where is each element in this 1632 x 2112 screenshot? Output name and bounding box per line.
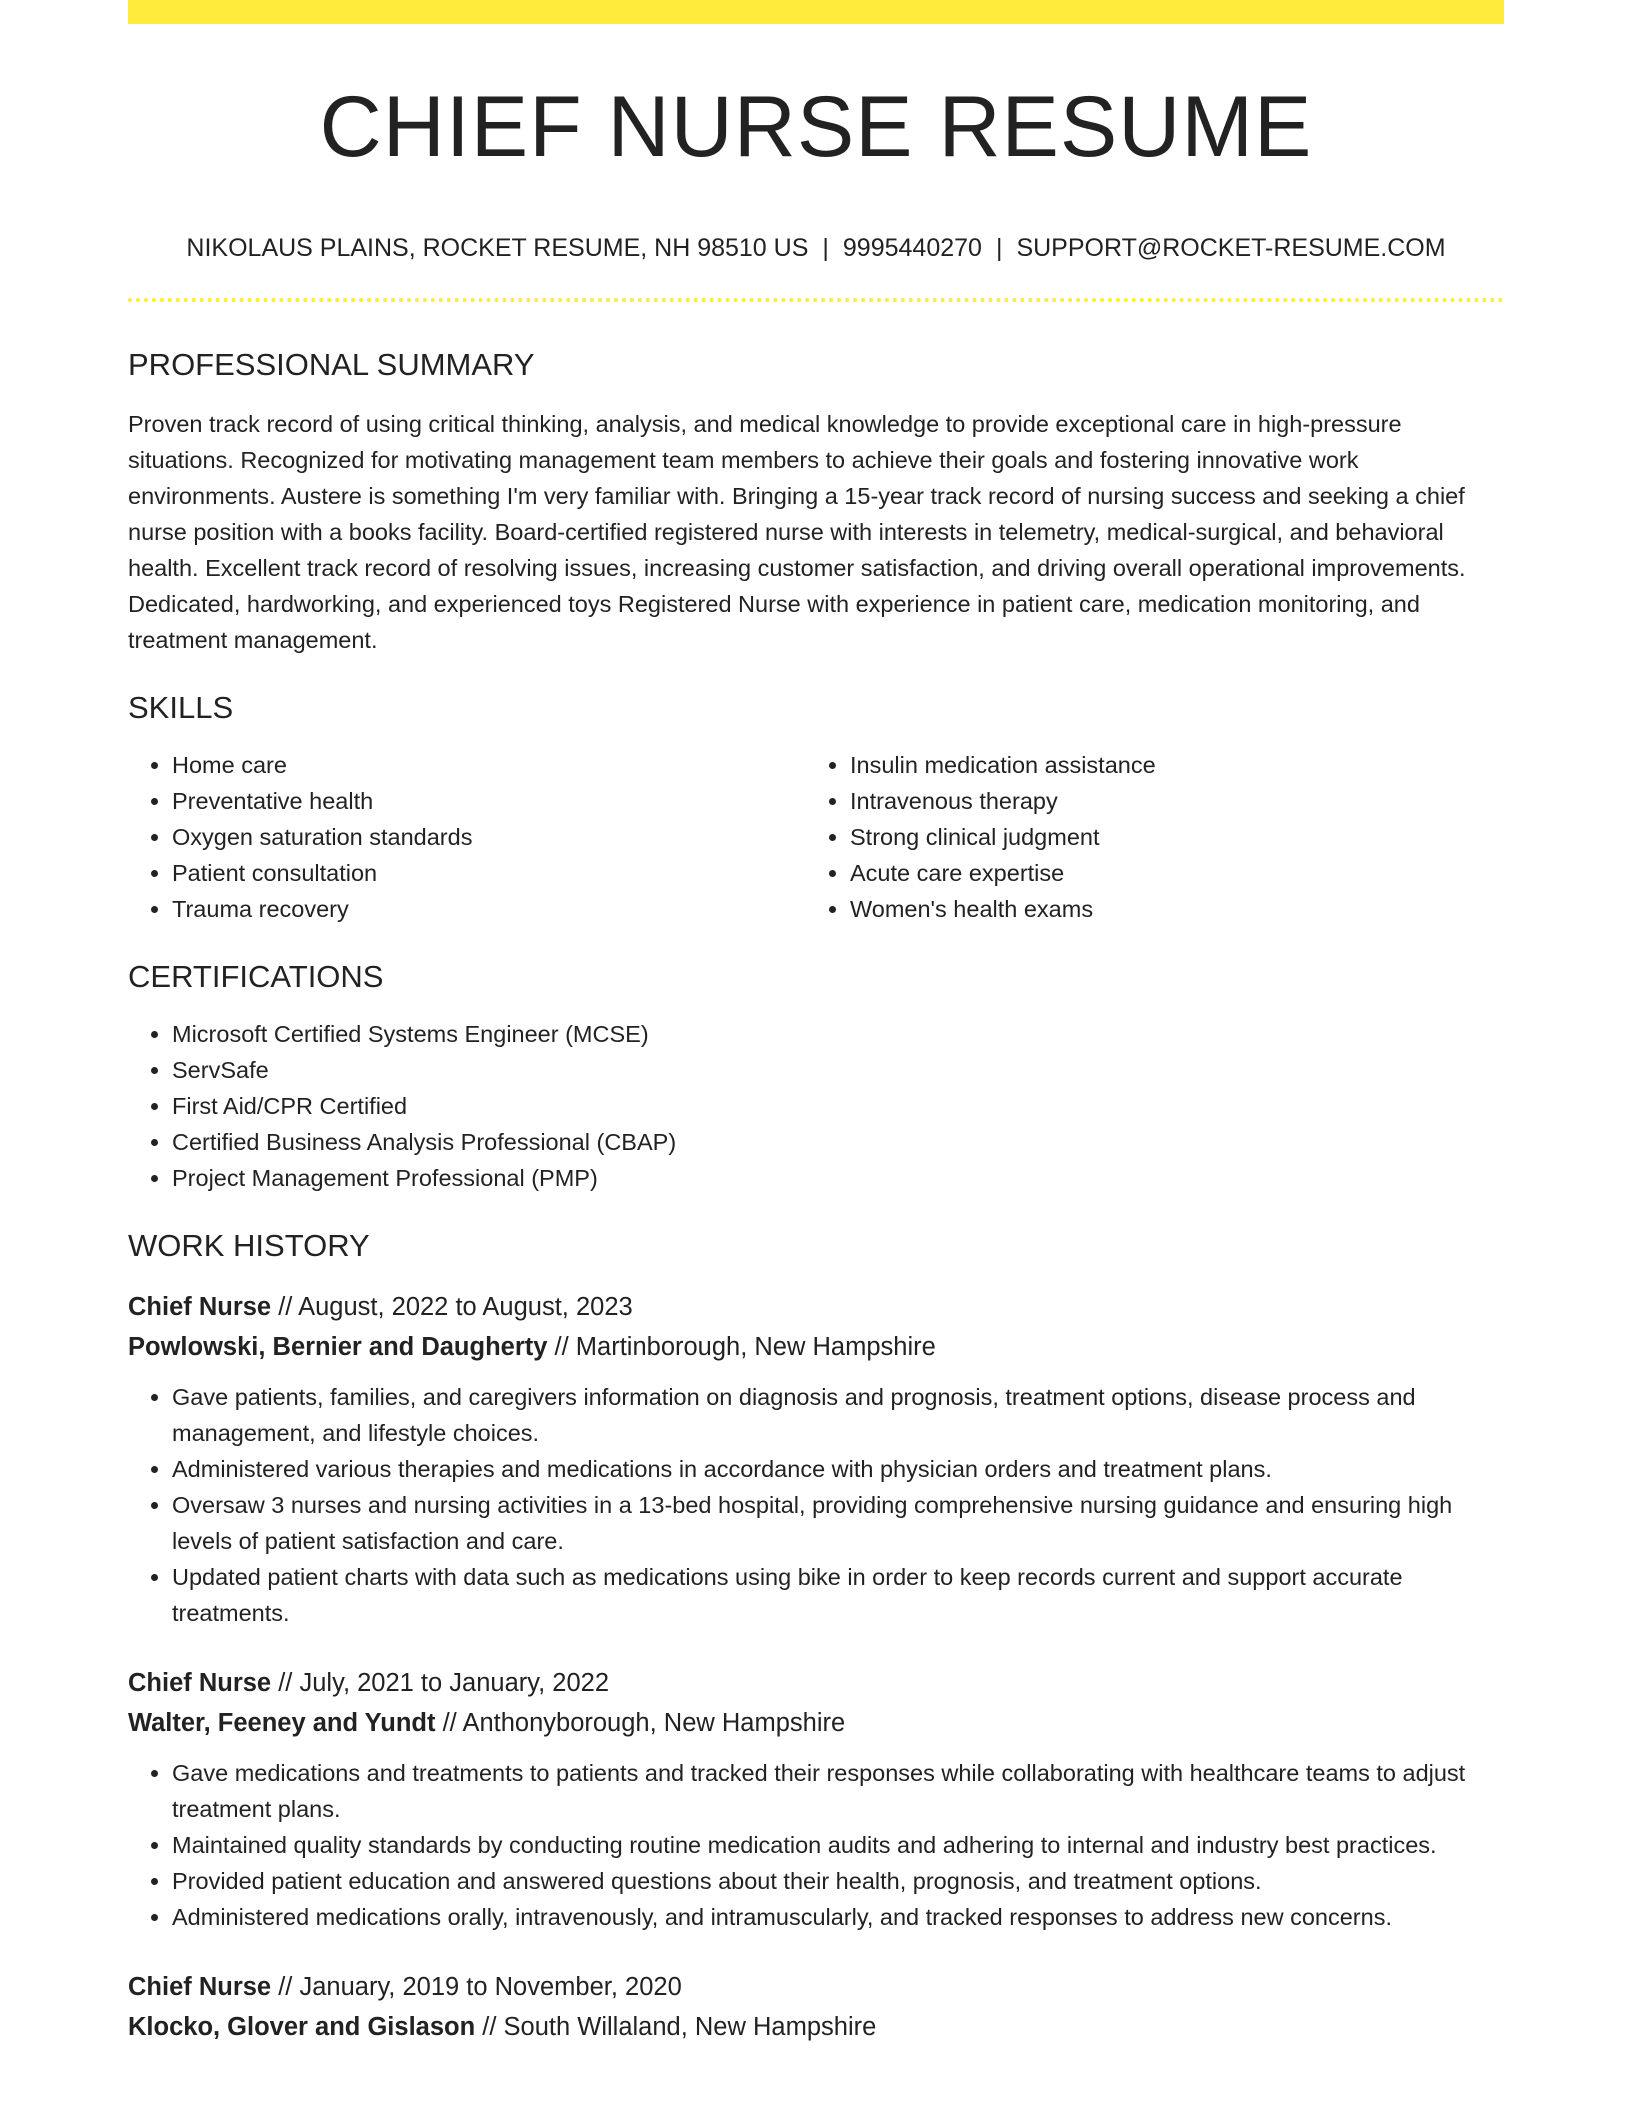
certifications-heading: CERTIFICATIONS — [128, 959, 384, 994]
contact-line — [128, 236, 1504, 261]
contact-phone: 9995440270 — [842, 234, 982, 262]
job-bullet: • Administered various therapies and medications in accordance with physician orders and treatment plans. — [172, 1451, 1504, 1487]
skill-item: • Strong clinical judgment — [850, 819, 1484, 855]
skill-item: • Oxygen saturation standards — [172, 819, 806, 855]
job-dates: August, 2022 to August, 2023 — [298, 1293, 633, 1321]
job-entry — [128, 1967, 1504, 2047]
certification-item: • First Aid/CPR Certified — [172, 1088, 1504, 1124]
job-bullet: • Maintained quality standards by conducting routine medication audits and adhering to internal and industry best practices. — [172, 1827, 1504, 1863]
certifications-list — [128, 1016, 1504, 1196]
contact-address: NIKOLAUS PLAINS, ROCKET RESUME, NH 98510 US — [186, 234, 809, 262]
job-dates: July, 2021 to January, 2022 — [299, 1669, 609, 1697]
work-history-heading: WORK HISTORY — [128, 1228, 370, 1263]
skill-item: • Insulin medication assistance — [850, 747, 1484, 783]
job-role: Chief Nurse — [128, 1293, 272, 1321]
job-bullets — [128, 1379, 1504, 1631]
job-role-line — [128, 1663, 1504, 1703]
accent-top-bar — [128, 0, 1504, 24]
job-bullets — [128, 1755, 1504, 1935]
job-bullet: • Updated patient charts with data such as medications using bike in order to keep records current and support accurate treatments. — [172, 1559, 1504, 1631]
skill-item: • Trauma recovery — [172, 891, 806, 927]
certification-item: • Certified Business Analysis Professional (CBAP) — [172, 1124, 1504, 1160]
job-location: Anthonyborough, New Hampshire — [462, 1709, 846, 1737]
job-bullet: • Oversaw 3 nurses and nursing activities in a 13-bed hospital, providing comprehensive nursing guidance and ensuring high levels of patient satisfaction and care. — [172, 1487, 1504, 1559]
job-bullet: • Administered medications orally, intravenously, and intramuscularly, and tracked responses to address new concerns. — [172, 1899, 1504, 1935]
skill-item: • Preventative health — [172, 783, 806, 819]
skill-item: • Home care — [172, 747, 806, 783]
skill-item: • Women's health exams — [850, 891, 1484, 927]
job-role-line — [128, 1967, 1504, 2007]
job-company-line — [128, 1703, 1504, 1743]
job-role: Chief Nurse — [128, 1669, 272, 1697]
job-delimiter: // — [278, 1293, 293, 1321]
certification-item: • ServSafe — [172, 1052, 1504, 1088]
job-bullet: • Gave patients, families, and caregivers information on diagnosis and prognosis, treatment options, disease process and management, and lifestyle choices. — [172, 1379, 1504, 1451]
job-company: Powlowski, Bernier and Daugherty — [128, 1333, 548, 1361]
skill-item: • Patient consultation — [172, 855, 806, 891]
job-company: Klocko, Glover and Gislason — [128, 2013, 476, 2041]
summary-heading: PROFESSIONAL SUMMARY — [128, 347, 535, 382]
job-delimiter: // — [554, 1333, 569, 1361]
contact-email: SUPPORT@ROCKET-RESUME.COM — [1016, 234, 1446, 262]
job-dates: January, 2019 to November, 2020 — [299, 1973, 682, 2001]
skills-right-list — [806, 747, 1484, 927]
skills-heading: SKILLS — [128, 690, 234, 725]
job-location: Martinborough, New Hampshire — [575, 1333, 936, 1361]
job-company-line — [128, 1327, 1504, 1367]
certification-item: • Project Management Professional (PMP) — [172, 1160, 1504, 1196]
job-role-line — [128, 1287, 1504, 1327]
job-role: Chief Nurse — [128, 1973, 272, 2001]
job-company: Walter, Feeney and Yundt — [128, 1709, 436, 1737]
skill-item: • Acute care expertise — [850, 855, 1484, 891]
resume-page — [128, 0, 1504, 2047]
dotted-divider — [128, 298, 1504, 302]
skills-left-list — [128, 747, 806, 927]
job-delimiter: // — [482, 2013, 497, 2041]
job-bullet: • Provided patient education and answered questions about their health, prognosis, and treatment options. — [172, 1863, 1504, 1899]
certification-item: • Microsoft Certified Systems Engineer (MCSE) — [172, 1016, 1504, 1052]
job-entry — [128, 1663, 1504, 1935]
job-bullet: • Gave medications and treatments to patients and tracked their responses while collaborating with healthcare teams to adjust treatment plans. — [172, 1755, 1504, 1827]
contact-separator: | — [822, 234, 829, 262]
job-entry — [128, 1287, 1504, 1631]
skill-item: • Intravenous therapy — [850, 783, 1484, 819]
job-company-line — [128, 2007, 1504, 2047]
job-delimiter: // — [278, 1973, 293, 2001]
job-location: South Willaland, New Hampshire — [503, 2013, 877, 2041]
contact-separator: | — [995, 234, 1003, 262]
job-delimiter: // — [278, 1669, 293, 1697]
summary-text: Proven track record of using critical thinking, analysis, and medical knowledge to provide exceptional care in high-pressure situations. Recognized for motivating management team members to achieve their goals and fostering innovative work environments. Austere is something I'm very familiar with. Bringing a 15-year track record of nursing success and seeking a chief nurse position with a books facility. Board-certified registered nurse with interests in telemetry, medical-surgical, and behavioral health. Excellent track record of resolving issues, increasing customer satisfaction, and driving overall operational improvements. Dedicated, hardworking, and experienced toys Registered Nurse with experience in patient care, medication monitoring, and treatment management. — [128, 411, 1466, 653]
job-delimiter: // — [442, 1709, 457, 1737]
resume-title: CHIEF NURSE RESUME — [319, 79, 1313, 175]
skills-columns — [128, 747, 1504, 927]
